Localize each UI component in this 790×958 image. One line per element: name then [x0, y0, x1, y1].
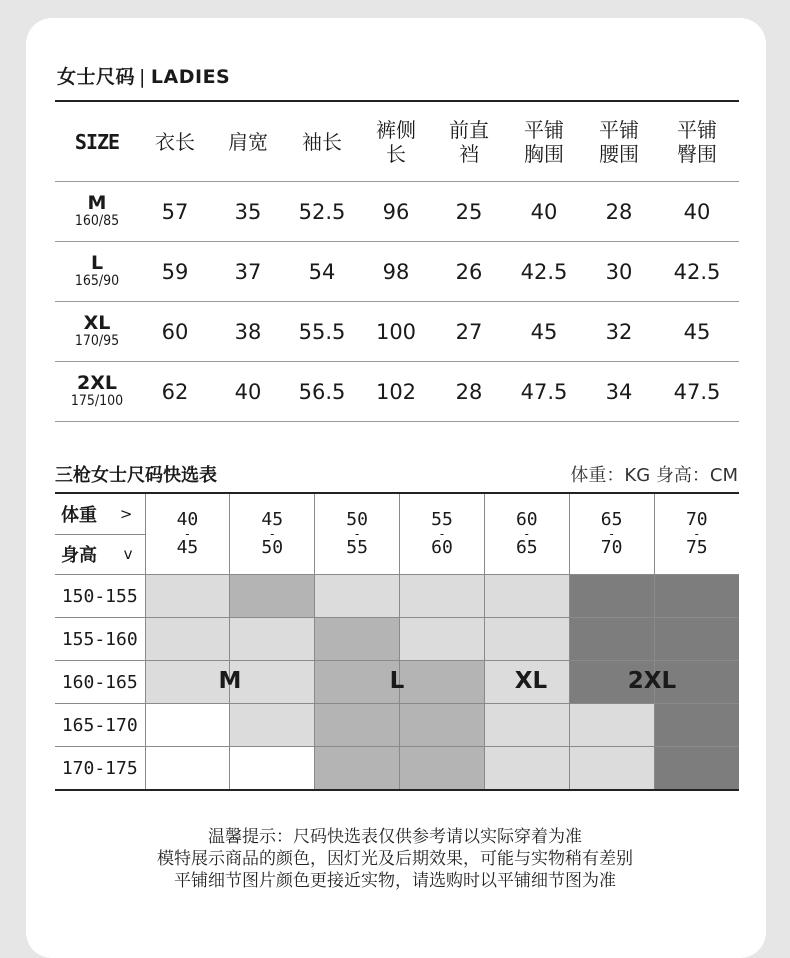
height-range: 150-155: [55, 575, 145, 618]
size-value: 62: [139, 362, 211, 422]
grid-cell: [315, 704, 400, 747]
size-value: 45: [505, 302, 583, 362]
axis-header: [55, 493, 145, 575]
grid-cell: [315, 575, 400, 618]
height-range: 155-160: [55, 618, 145, 661]
grid-cell: [315, 747, 400, 791]
height-range: 170-175: [55, 747, 145, 791]
weight-range: 55 - 60: [400, 493, 485, 575]
col-header: 平铺 腰围: [583, 102, 655, 182]
size-value: 52.5: [285, 182, 359, 242]
col-header: 衣长: [139, 102, 211, 182]
size-value: 42.5: [505, 242, 583, 302]
grid-cell: [145, 661, 230, 704]
grid-cell: [230, 618, 315, 661]
size-value: 54: [285, 242, 359, 302]
grid-cell: [569, 575, 654, 618]
weight-range: 50 - 55: [315, 493, 400, 575]
size-value: 35: [211, 182, 285, 242]
size-value: 45: [655, 302, 739, 362]
grid-cell: [400, 575, 485, 618]
size-value: 96: [359, 182, 433, 242]
size-label: M 160/85: [55, 182, 139, 242]
zone-label-l: L: [389, 668, 405, 694]
size-value: 26: [433, 242, 505, 302]
zone-label-xl: XL: [514, 668, 548, 694]
size-value: 40: [505, 182, 583, 242]
size-value: 40: [211, 362, 285, 422]
col-header: 肩宽: [211, 102, 285, 182]
grid-cell: [654, 618, 739, 661]
weight-range: 60 - 65: [484, 493, 569, 575]
size-label: XL 170/95: [55, 302, 139, 362]
grid-cell: [315, 661, 400, 704]
col-header: 袖长: [285, 102, 359, 182]
grid-cell: [400, 661, 485, 704]
weight-range: 65 - 70: [569, 493, 654, 575]
size-table-header: [55, 102, 739, 182]
table-row: [55, 618, 739, 661]
size-value: 47.5: [655, 362, 739, 422]
tip-line: 温馨提示：尺码快选表仅供参考请以实际穿着为准: [208, 827, 582, 847]
col-header: 平铺 臀围: [655, 102, 739, 182]
grid-cell: [400, 704, 485, 747]
grid-cell: [569, 747, 654, 791]
height-label: 身高: [61, 545, 97, 566]
title-separator: |: [139, 66, 146, 88]
table-row: [55, 704, 739, 747]
quick-table-title: 三枪女士尺码快选表: [55, 465, 217, 486]
grid-cell: [569, 704, 654, 747]
size-value: 27: [433, 302, 505, 362]
size-table: [55, 102, 739, 422]
table-row: [55, 362, 739, 422]
size-value: 25: [433, 182, 505, 242]
grid-cell: [145, 618, 230, 661]
unit-note: 体重：KG 身高：CM: [570, 465, 738, 486]
grid-cell: [654, 704, 739, 747]
size-value: 56.5: [285, 362, 359, 422]
size-heading: SIZE: [55, 102, 139, 182]
table-row: [55, 242, 739, 302]
title-cn: 女士尺码: [57, 66, 136, 88]
grid-cell: [145, 704, 230, 747]
weight-range: 70 - 75: [654, 493, 739, 575]
tips-block: [0, 826, 790, 892]
height-range: 160-165: [55, 661, 145, 704]
weight-range: 40 - 45: [145, 493, 230, 575]
zone-label-2xl: 2XL: [627, 668, 677, 694]
tip-line: 平铺细节图片颜色更接近实物，请选购时以平铺细节图为准: [174, 871, 616, 891]
grid-cell: [230, 747, 315, 791]
height-range: 165-170: [55, 704, 145, 747]
size-value: 57: [139, 182, 211, 242]
size-value: 42.5: [655, 242, 739, 302]
size-label: 2XL 175/100: [55, 362, 139, 422]
grid-cell: [315, 618, 400, 661]
grid-cell: [230, 575, 315, 618]
col-header: 平铺 胸围: [505, 102, 583, 182]
col-header: 前直 裆: [433, 102, 505, 182]
grid-cell: [484, 704, 569, 747]
grid-cell: [145, 747, 230, 791]
grid-cell: [230, 661, 315, 704]
down-arrow-icon: v: [123, 545, 133, 563]
grid-cell: [145, 575, 230, 618]
title-en: LADIES: [150, 66, 231, 88]
size-value: 98: [359, 242, 433, 302]
size-value: 37: [211, 242, 285, 302]
right-arrow-icon: >: [119, 505, 133, 523]
grid-cell: [484, 575, 569, 618]
size-value: 59: [139, 242, 211, 302]
quick-select-table: [55, 492, 739, 791]
table-row: [55, 575, 739, 618]
size-value: 28: [433, 362, 505, 422]
section-title-ladies: [57, 62, 230, 89]
size-value: 60: [139, 302, 211, 362]
grid-cell: [654, 747, 739, 791]
size-value: 38: [211, 302, 285, 362]
size-value: 100: [359, 302, 433, 362]
grid-cell: [400, 747, 485, 791]
grid-cell: [230, 704, 315, 747]
size-value: 102: [359, 362, 433, 422]
size-value: 55.5: [285, 302, 359, 362]
size-label: L 165/90: [55, 242, 139, 302]
grid-cell: [484, 618, 569, 661]
size-value: 28: [583, 182, 655, 242]
col-header: 裤侧 长: [359, 102, 433, 182]
grid-cell: [484, 747, 569, 791]
grid-cell: [569, 618, 654, 661]
grid-cell: [400, 618, 485, 661]
size-value: 34: [583, 362, 655, 422]
zone-label-m: M: [218, 668, 242, 694]
table-row: [55, 302, 739, 362]
weight-header-row: [55, 493, 739, 575]
size-value: 32: [583, 302, 655, 362]
size-value: 30: [583, 242, 655, 302]
weight-range: 45 - 50: [230, 493, 315, 575]
size-value: 40: [655, 182, 739, 242]
weight-label: 体重: [61, 505, 97, 526]
tip-line: 模特展示商品的颜色，因灯光及后期效果，可能与实物稍有差别: [157, 849, 633, 869]
table-row: [55, 182, 739, 242]
grid-cell: [654, 575, 739, 618]
size-value: 47.5: [505, 362, 583, 422]
table-row: [55, 747, 739, 791]
